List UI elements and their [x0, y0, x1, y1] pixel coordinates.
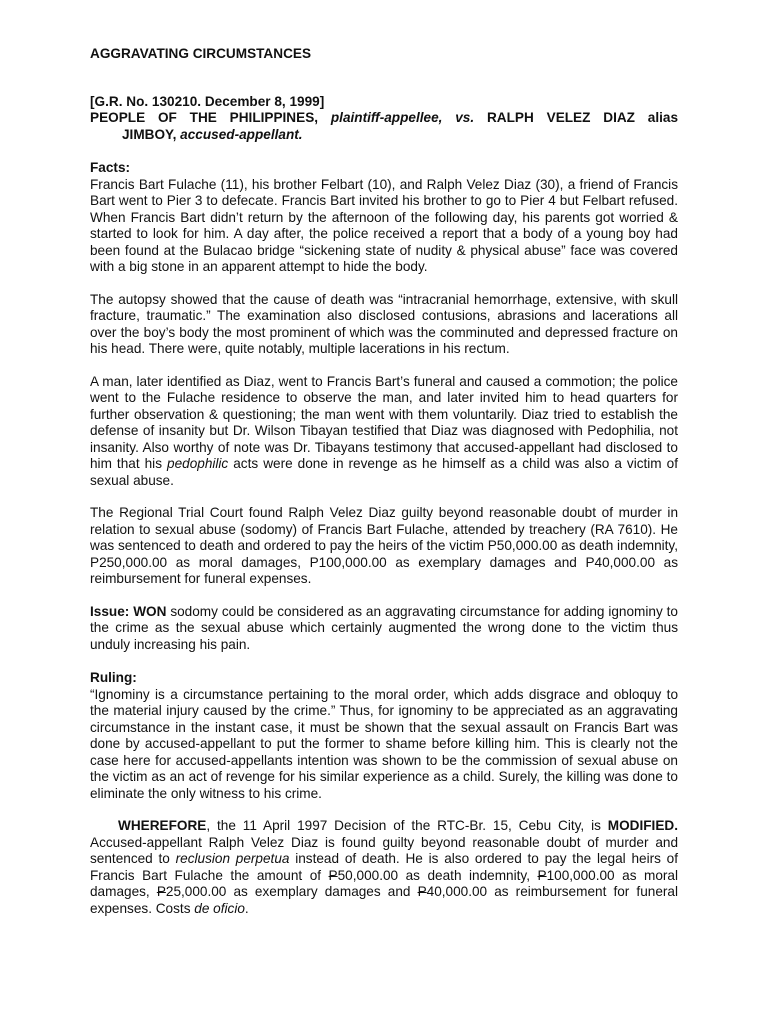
- accused-role: accused-appellant.: [180, 126, 303, 142]
- wherefore-text-end: .: [244, 900, 249, 916]
- wherefore-text-7: 40,000.00 as reimbursement for funeral expenses. Costs: [90, 884, 678, 916]
- plaintiff-name: PEOPLE OF THE PHILIPPINES,: [90, 110, 319, 125]
- facts-heading: Facts:: [90, 160, 131, 175]
- wherefore-label: WHEREFORE: [118, 818, 207, 833]
- issue-paragraph: [90, 604, 678, 654]
- peso-sign: P: [156, 884, 166, 899]
- plaintiff-role: plaintiff-appellee,: [330, 110, 443, 125]
- facts-paragraph-1: Francis Bart Fulache (11), his brother Felbart (10), and Ralph Velez Diaz (30), a friend of Francis Bart went to Pier 3 to defecate. Francis Bart invited his brother to go to Pier 4 but Felbart refused. When Francis Bart didn’t return by the afternoon of the following day, his parents got worried & started to look for him. A day after, the police received a report that a body of a young boy had been found at the Bulacao bridge “sickening state of nudity & physical abuse” face was covered with a big stone in an apparent attempt to hide the body.: [90, 176, 678, 274]
- ruling-paragraph-1: “Ignominy is a circumstance pertaining to the moral order, which adds disgrace and obloquy to the material injury caused by the crime.” Thus, for ignominy to be appreciated as an aggravating circumstance in the instant case, it must be shown that the sexual assault on Francis Bart was done by accused-appellant to put the former to shame before killing him. This is clearly not the case here for accused-appellants intention was shown to be the commission of sexual abuse on the victim as an act of revenge for his similar experience as a child. Surely, the killing was done to eliminate the only witness to his crime.: [90, 686, 678, 801]
- wherefore-text-5: 100,000.00 as moral damages,: [90, 867, 678, 899]
- issue-text: sodomy could be considered as an aggravating circumstance for adding ignominy to the crime as the sexual abuse which certainly augmented the wrong done to the victim thus unduly increasing his pain.: [90, 603, 678, 652]
- facts-p3-text: A man, later identified as Diaz, went to Francis Bart’s funeral and caused a commotion; the police went to the Fulache residence to observe the man, and later invited him to head quarters for further observation & questioning; the man went with them voluntarily. Diaz tried to establish the defense of insanity but Dr. Wilson Tibayan testified that Diaz was diagnosed with Pedophilia, not insanity. Also worthy of note was Dr. Tibayans testimony that accused-appellant had disclosed to him that his: [90, 373, 678, 471]
- facts-paragraph-3: [90, 374, 678, 490]
- reclusion-perpetua-term: reclusion perpetua: [175, 851, 290, 866]
- facts-p3-text-end: acts were done in revenge as he himself as a child was also a victim of sexual abuse.: [90, 456, 678, 488]
- modified-label: MODIFIED.: [607, 818, 678, 833]
- issue-label: Issue: WON: [90, 603, 167, 619]
- wherefore-text-6: 25,000.00 as exemplary damages and: [165, 884, 418, 899]
- peso-sign: P: [537, 867, 547, 883]
- wherefore-text-1: , the 11 April 1997 Decision of the RTC-Br. 15, Cebu City, is: [206, 818, 608, 833]
- case-parties-line: [90, 110, 678, 127]
- peso-sign: P: [417, 884, 427, 899]
- wherefore-text-2: Accused-appellant Ralph Velez Diaz is found guilty beyond reasonable doubt of murder and sentenced to: [90, 834, 678, 866]
- accused-name: RALPH VELEZ DIAZ alias: [486, 110, 679, 125]
- ruling-heading: Ruling:: [90, 670, 137, 685]
- document-body: [90, 46, 678, 917]
- versus-label: vs.: [455, 110, 475, 125]
- case-parties-line-2: [90, 127, 678, 144]
- wherefore-paragraph: [90, 818, 678, 917]
- de-oficio-term: de oficio: [194, 900, 245, 916]
- wherefore-text-4: 50,000.00 as death indemnity,: [337, 867, 538, 883]
- case-gr-number: [G.R. No. 130210. December 8, 1999]: [90, 93, 325, 109]
- facts-p3-emphasis: pedophilic: [167, 456, 229, 471]
- wherefore-text-3: instead of death. He is also ordered to pay the legal heirs of Francis Bart Fulache the amount of: [90, 851, 679, 883]
- accused-alias: JIMBOY,: [122, 126, 177, 142]
- peso-sign: P: [328, 867, 338, 883]
- facts-paragraph-2: The autopsy showed that the cause of death was “intracranial hemorrhage, extensive, with skull fracture, traumatic.” The examination also disclosed contusions, abrasions and lacerations all over the boy’s body the most prominent of which was the comminuted and depressed fracture on his head. There were, quite notably, multiple lacerations in his rectum.: [90, 291, 678, 356]
- document-title: AGGRAVATING CIRCUMSTANCES: [90, 46, 312, 61]
- facts-paragraph-4: The Regional Trial Court found Ralph Velez Diaz guilty beyond reasonable doubt of murder in relation to sexual abuse (sodomy) of Francis Bart Fulache, attended by treachery (RA 7610). He was sentenced to death and ordered to pay the heirs of the victim P50,000.00 as death indemnity, P250,000.00 as moral damages, P100,000.00 as exemplary damages and P40,000.00 as reimbursement for funeral expenses.: [90, 505, 678, 586]
